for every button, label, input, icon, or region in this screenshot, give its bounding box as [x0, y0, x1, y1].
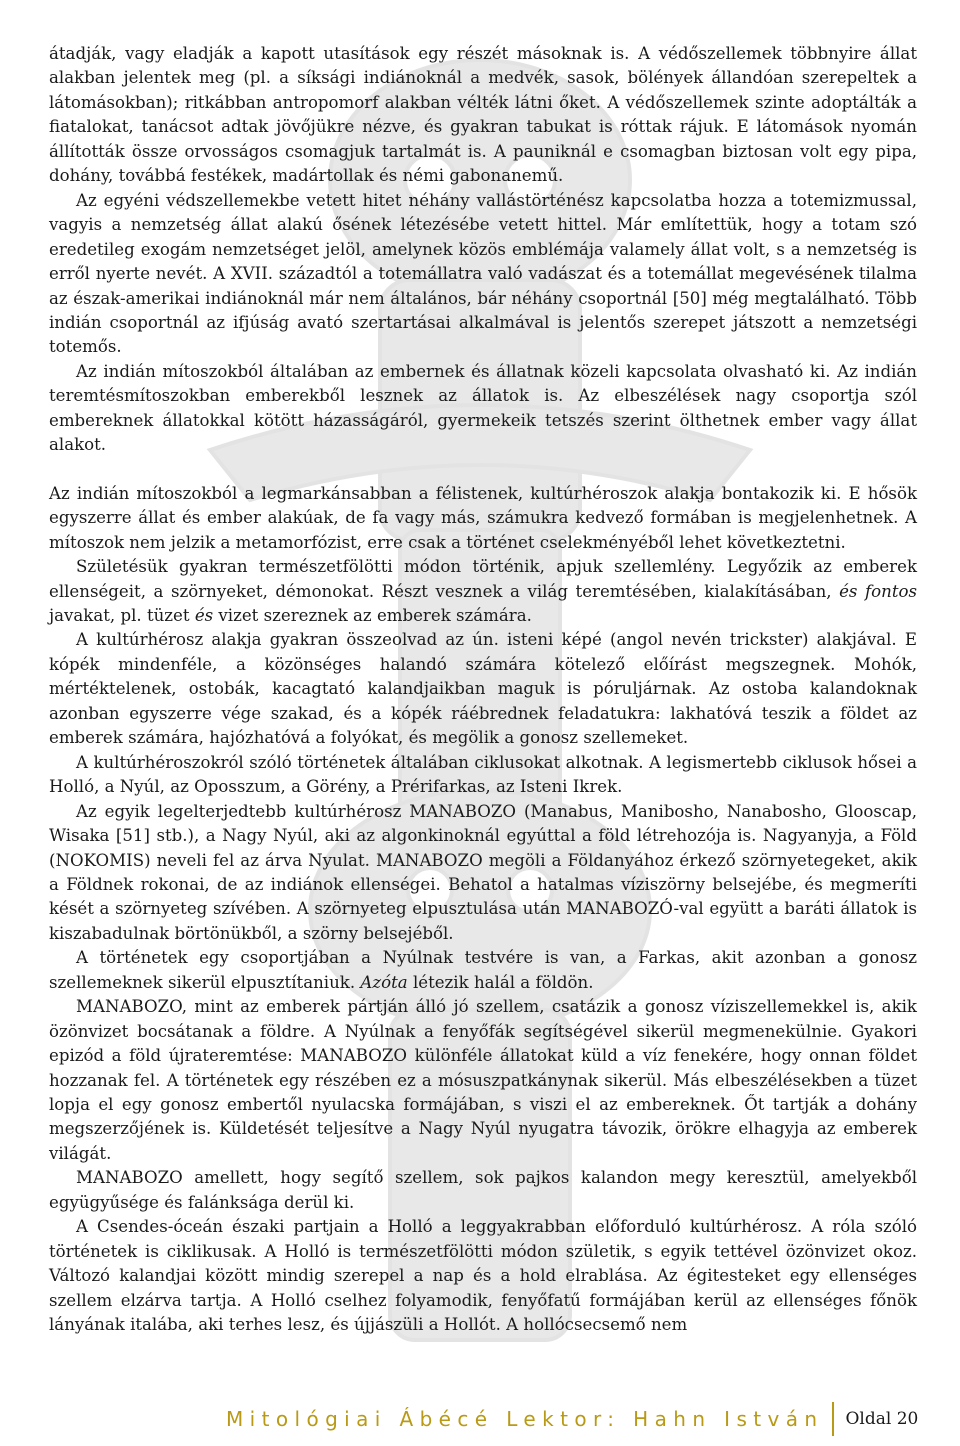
paragraph-text: Az egyik legelterjedtebb kultúrhérosz MANABOZO (Manabus, Manibosho, Nanabosho, Glooscap, Wisaka [51] stb.), a Nagy Nyúl, aki az algonkinoknál egyúttal a föld létrehozója is. Nagyanyja, a Föld (NOKOMIS) neveli fel az árva Nyulat. MANABOZO megöli a Földanyához érkező szörnyetegeket, akik a Földnek rokonai, de az indiánok ellenségei. Behatol a hatalmas víziszörny belsejébe, és megmeríti kését a szörnyeteg szívében. A szörnyeteg elpusztulása után MANABOZÓ-val együtt a baráti állatok is kiszabadulnak börtönükből, a szörny belsejéből.: [49, 801, 917, 943]
paragraph-text: Az egyéni védszellemekbe vetett hitet néhány vallástörténész kapcsolatba hozza a totemizmussal, vagyis a nemzetség állat alakú ősének létezésébe vetett hittel. Már említettük, hogy a totam szó eredetileg exogám nemzetséget jelöl, amelynek közös emblémája valamely állat volt, s a nemzetség is erről nyerte nevét. A XVII. századtól a totemállatra való vadászat és a totemállat megevésének tilalma az észak-amerikai indiánoknál már nem általános, bár néhány csoportnál [50] még megtalálható. Több indián csoportnál az ifjúság avató szertartásai alkalmával is jelentős szerepet játszott a nemzetségi totemős.: [49, 190, 917, 357]
footer-divider: [832, 1402, 834, 1436]
page-number: Oldal 20: [845, 1409, 919, 1429]
paragraph-text: A kultúrhérosz alakja gyakran összeolvad az ún. isteni képé (angol nevén trickster) alakjával. E kópék mindenféle, a közönséges halandó számára kötelező előírást megszegnek. Mohók, mértéktelenek, ostobák, kacagtató kalandjaikban maguk is póruljárnak. Az ostoba kalandoknak azonban egyszerre vége szakad, és a kópék ráébrednek feladatukra: lakhatóvá teszik a földet az emberek számára, hajózhatóvá a folyókat, és megölik a gonosz szellemeket.: [49, 630, 917, 748]
paragraph: [49, 751, 917, 800]
paragraph-text: létezik halál a földön.: [407, 972, 594, 992]
paragraph: [49, 1166, 917, 1215]
paragraph: [49, 482, 917, 555]
footer-book-title: Mitológiai Ábécé Lektor: Hahn István: [226, 1407, 824, 1431]
document-body: [49, 42, 917, 1338]
italic-text: Azóta: [360, 972, 408, 992]
paragraph-text: vizet szereznek az emberek számára.: [213, 605, 532, 625]
paragraph-text: Születésük gyakran természetfölötti módon történik, apjuk szellemlény. Legyőzik az emberek ellenségeit, a szörnyeket, démonokat. Részt vesznek a világ teremtésében, kialakításában,: [49, 557, 917, 601]
paragraph-text: MANABOZO amellett, hogy segítő szellem, sok pajkos kalandon megy keresztül, amelyekből együgyűsége és falánksága derül ki.: [49, 1168, 917, 1212]
paragraph: [49, 555, 917, 628]
paragraph: [49, 189, 917, 360]
paragraph: [49, 800, 917, 947]
paragraph: [49, 1215, 917, 1337]
paragraph: [49, 946, 917, 995]
paragraph-text: A Csendes-óceán északi partjain a Holló a leggyakrabban előforduló kultúrhérosz. A róla szóló történetek is ciklikusak. A Holló is természetfölötti módon születik, s egyik tettével özönvizet okoz. Változó kalandjai között mindig szerepel a nap és a hold elrablása. Az égitesteket egy ellenséges szellem elzárva tartja. A Holló cselhez folyamodik, fenyőfatű formájában kerül az ellenséges főnök lányának italába, aki terhes lesz, és újjászüli a Hollót. A hollócsecsemő nem: [49, 1217, 917, 1335]
paragraph-text: A történetek egy csoportjában a Nyúlnak testvére is van, a Farkas, akit azonban a gonosz szellemeknek sikerül elpusztítaniuk.: [49, 948, 917, 992]
italic-text: és: [194, 605, 214, 625]
paragraph-text: átadják, vagy eladják a kapott utasítások egy részét másoknak is. A védőszellemek többnyire állat alakban jelentek meg (pl. a síksági indiánoknál a medvék, sasok, bölények állandóan szerepeltek a látomásokban); ritkábban antropomorf alakban vélték látni őket. A védőszellemek szinte adoptálták a fiatalokat, tanácsot adtak jövőjükre nézve, és gyakran tabukat is róttak rájuk. E látomások nyomán állították össze orvosságos csomagjuk tartalmát is. A pauniknál e csomagban biztosan volt egy pipa, dohány, továbbá festékek, madártollak és némi gabonanemű.: [49, 44, 917, 186]
paragraph: [49, 42, 917, 189]
paragraph-text: Az indián mítoszokból általában az embernek és állatnak közeli kapcsolata olvasható ki. Az indián teremtésmítoszokban emberekből lesznek az állatok is. Az elbeszélések nagy csoportja szól embereknek állatokkal kötött házasságáról, gyermekeik tetszés szerint ölthetnek ember vagy állat alakot.: [49, 361, 917, 455]
italic-text: és fontos: [839, 581, 917, 601]
paragraph-text: javakat, pl. tüzet: [49, 605, 195, 625]
paragraph: [49, 360, 917, 458]
paragraph-text: A kultúrhéroszokról szóló történetek általában ciklusokat alkotnak. A legismertebb ciklusok hősei a Holló, a Nyúl, az Oposszum, a Görény, a Prérifarkas, az Isteni Ikrek.: [49, 752, 917, 797]
page-footer: [226, 1402, 918, 1436]
paragraph: [49, 995, 917, 1166]
paragraph: [49, 628, 917, 750]
paragraph-text: Az indián mítoszokból a legmarkánsabban a félistenek, kultúrhéroszok alakja bontakozik ki. E hősök egyszerre állat és ember alakúak, de fa vagy más, számukra kedvező formában is megjelenhetnek. A mítoszok nem jelzik a metamorfózist, erre csak a történet cselekményéből lehet következtetni.: [49, 483, 917, 552]
paragraph-text: MANABOZO, mint az emberek pártján álló jó szellem, csatázik a gonosz víziszellemekkel is, akik özönvizet bocsátanak a földre. A Nyúlnak a fenyőfák segítségével sikerül megmenekülnie. Gyakori epizód a föld újrateremtése: MANABOZO különféle állatokat küld a víz fenekére, hogy onnan földet hozzanak fel. A történetek egy részében ez a mósuszpatkánynak sikerül. Más elbeszélésekben a tüzet lopja el egy gonosz embertől nyulacska formájában, s viszi el az embereknek. Őt tartják a dohány megszerzőjének is. Küldetését teljesítve a Nagy Nyúl nyugatra távozik, örökre elhagyja az emberek világát.: [49, 997, 917, 1163]
